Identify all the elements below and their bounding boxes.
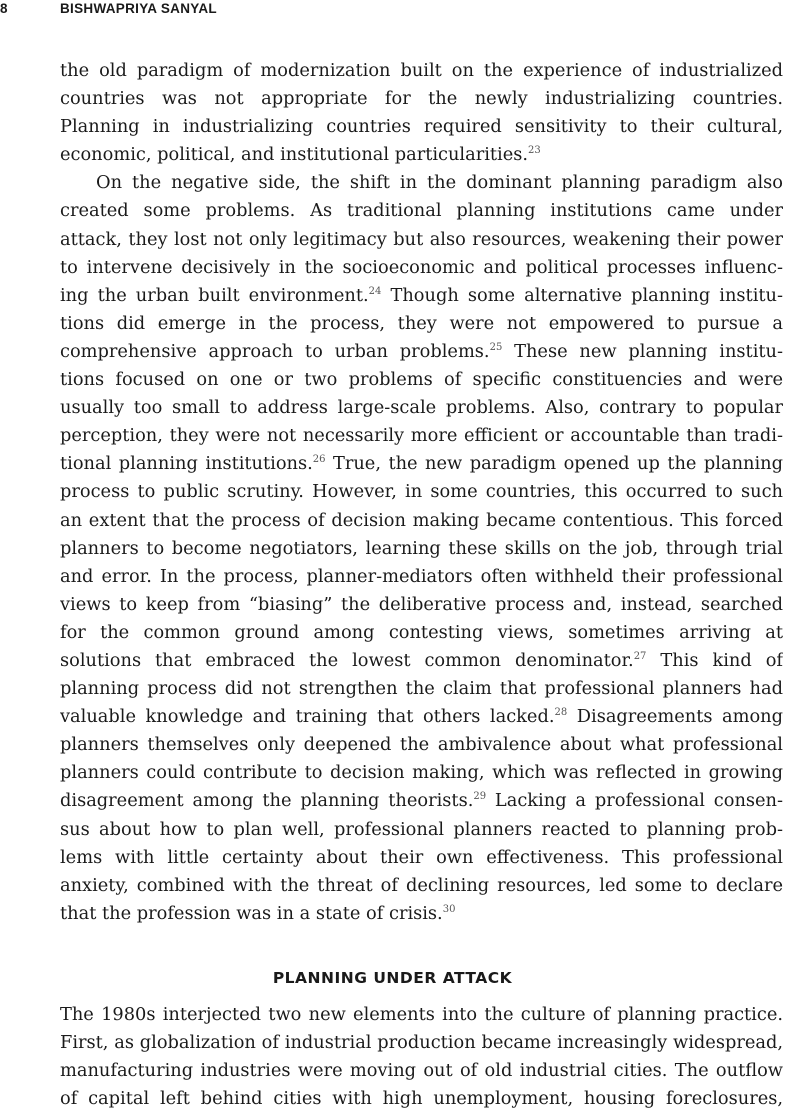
text-line <box>60 169 783 197</box>
line-text: of capital left behind cities with high unemployment, housing foreclosures, <box>60 1088 783 1110</box>
text-line <box>60 619 783 647</box>
text-line <box>60 703 783 731</box>
footnote-marker: 29 <box>473 791 487 803</box>
line-text: First, as globalization of industrial production became increasingly widespread, <box>60 1032 783 1054</box>
line-text: views to keep from “biasing” the deliberative process and, instead, searched <box>60 593 783 615</box>
line-text: tions did emerge in the process, they were not empowered to pursue a <box>60 312 783 334</box>
line-text: usually too small to address large-scale problems. Also, contrary to popular <box>60 397 783 419</box>
line-text-continued: This kind of <box>646 649 783 671</box>
line-text-continued: Though some alternative planning institu- <box>381 284 783 306</box>
line-text: process to public scrutiny. However, in some countries, this occurred to such <box>60 481 783 503</box>
line-text: tions focused on one or two problems of specific constituencies and were <box>60 369 783 391</box>
line-text: tional planning institutions. <box>60 453 313 475</box>
line-text: an extent that the process of decision making became contentious. This forced <box>60 509 783 531</box>
text-line <box>60 872 783 900</box>
text-line <box>60 535 783 563</box>
text-line <box>60 647 783 675</box>
text-line <box>60 787 783 815</box>
line-text: planners could contribute to decision making, which was reflected in growing <box>60 762 783 784</box>
text-line <box>60 844 783 872</box>
line-text-continued: True, the new paradigm opened up the planning <box>325 453 783 475</box>
body-text-block-1 <box>60 57 783 928</box>
line-text: solutions that embraced the lowest common denominator. <box>60 649 634 671</box>
line-text: countries was not appropriate for the newly industrializing countries. <box>60 88 783 110</box>
text-line <box>60 366 783 394</box>
line-text: created some problems. As traditional planning institutions came under <box>60 200 783 222</box>
text-line <box>60 591 783 619</box>
footnote-marker: 30 <box>442 903 456 915</box>
text-line <box>60 450 783 478</box>
text-line <box>60 57 783 85</box>
line-text: On the negative side, the shift in the dominant planning paradigm also <box>96 172 783 194</box>
footnote-marker: 23 <box>528 145 541 157</box>
text-line <box>60 563 783 591</box>
line-text: lems with little certainty about their own effectiveness. This professional <box>60 846 783 868</box>
text-line <box>60 226 783 254</box>
footnote-marker: 25 <box>489 341 503 353</box>
text-line <box>60 113 783 141</box>
text-line <box>60 422 783 450</box>
text-line <box>60 900 783 928</box>
text-line <box>60 338 783 366</box>
line-text: to intervene decisively in the socioeconomic and political processes influenc- <box>60 256 783 278</box>
running-head-author: BISHWAPRIYA SANYAL <box>60 1 217 16</box>
line-text-continued: Disagreements among <box>567 706 783 728</box>
line-text: planning process did not strengthen the claim that professional planners had <box>60 678 783 700</box>
line-text: valuable knowledge and training that others lacked. <box>60 706 555 728</box>
line-text-continued: These new planning institu- <box>502 340 783 362</box>
line-text: ing the urban built environment. <box>60 284 369 306</box>
line-text: manufacturing industries were moving out of old industrial cities. The outflow <box>60 1060 783 1082</box>
line-text: planners to become negotiators, learning these skills on the job, through trial <box>60 537 783 559</box>
line-text: perception, they were not necessarily more efficient or accountable than tradi- <box>60 425 783 447</box>
text-line <box>60 310 783 338</box>
text-line <box>60 282 783 310</box>
text-line <box>60 85 783 113</box>
text-line <box>60 675 783 703</box>
body-text-block-2 <box>60 1001 783 1113</box>
text-line <box>60 394 783 422</box>
text-line <box>60 759 783 787</box>
footnote-marker: 24 <box>368 285 382 297</box>
text-line <box>60 1029 783 1057</box>
line-text: disagreement among the planning theorists. <box>60 790 474 812</box>
line-text: that the profession was in a state of crisis. <box>60 902 443 924</box>
line-text: The 1980s interjected two new elements into the culture of planning practice. <box>60 1004 783 1025</box>
line-text: attack, they lost not only legitimacy but also resources, weakening their power <box>60 228 783 250</box>
text-line <box>60 478 783 506</box>
line-text: comprehensive approach to urban problems. <box>60 340 490 362</box>
text-line <box>60 816 783 844</box>
section-heading: PLANNING UNDER ATTACK <box>272 969 513 987</box>
line-text-continued: Lacking a professional consen- <box>486 790 783 812</box>
line-text: anxiety, combined with the threat of declining resources, led some to declare <box>60 874 783 896</box>
line-text: the old paradigm of modernization built on the experience of industrialized <box>60 60 783 81</box>
footnote-marker: 26 <box>312 454 326 466</box>
line-text: economic, political, and institutional particularities. <box>60 144 529 166</box>
line-text: and error. In the process, planner-mediators often withheld their professional <box>60 565 783 587</box>
page-number: 8 <box>0 1 8 16</box>
text-line <box>60 1085 783 1113</box>
text-line <box>60 197 783 225</box>
line-text: planners themselves only deepened the ambivalence about what professional <box>60 734 783 756</box>
text-line <box>60 1057 783 1085</box>
footnote-marker: 28 <box>554 707 568 719</box>
text-line <box>60 507 783 535</box>
text-line <box>60 254 783 282</box>
text-line <box>60 141 783 169</box>
footnote-marker: 27 <box>633 650 647 662</box>
text-line <box>60 1001 783 1029</box>
line-text: Planning in industrializing countries required sensitivity to their cultural, <box>60 116 783 138</box>
line-text: sus about how to plan well, professional planners reacted to planning prob- <box>60 818 783 840</box>
line-text: for the common ground among contesting views, sometimes arriving at <box>60 621 783 643</box>
text-line <box>60 731 783 759</box>
